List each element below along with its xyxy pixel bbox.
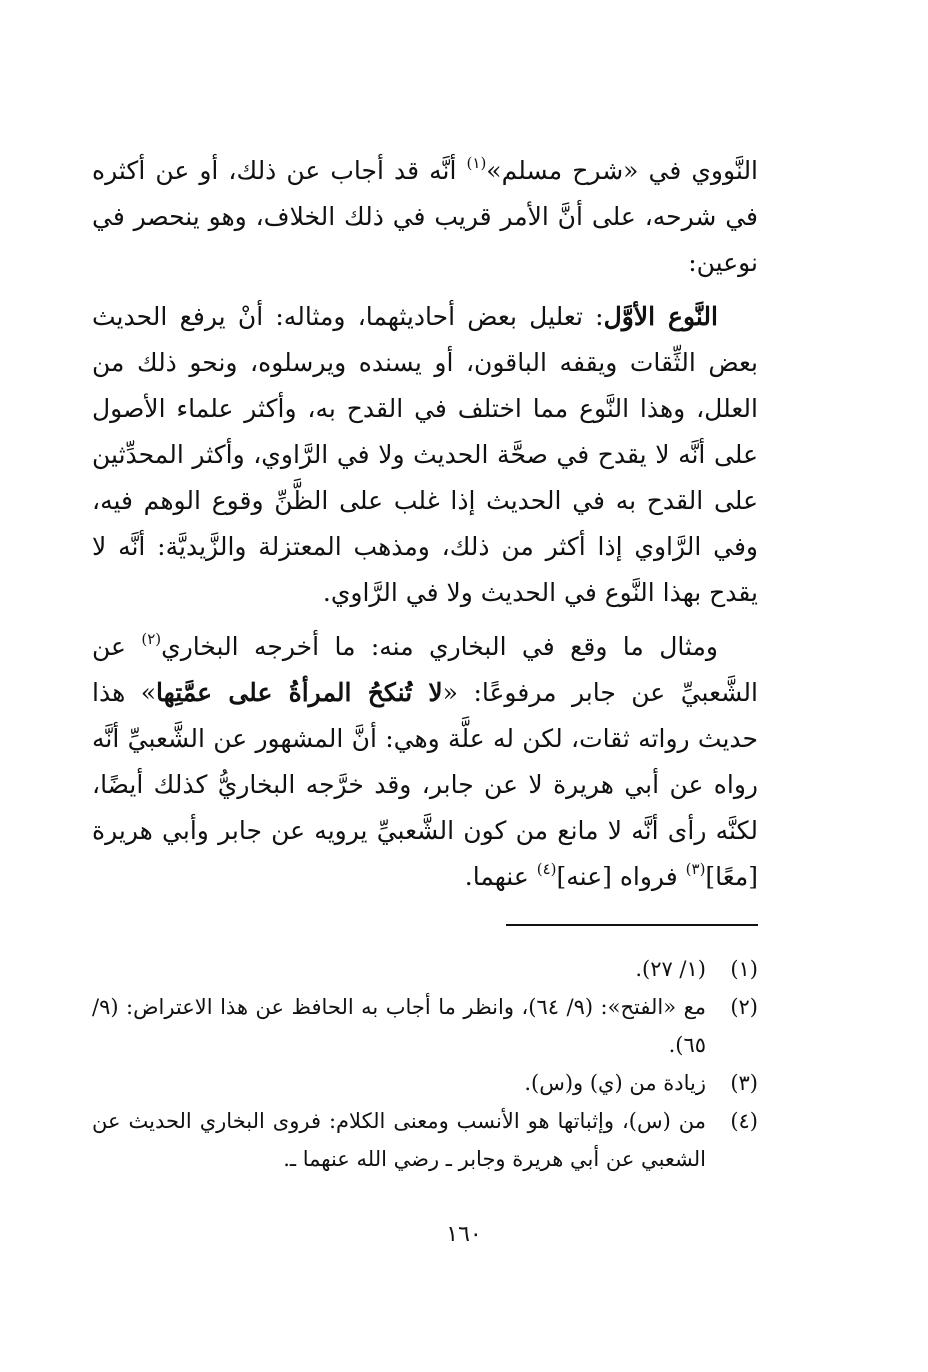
- paragraph-example-part2: عن الشَّعبيِّ عن جابر مرفوعًا: «: [92, 632, 758, 707]
- footnote-number: (١): [730, 957, 758, 981]
- footnote-text: (١/ ٢٧).: [635, 957, 706, 981]
- footnote-ref-2: (٢): [141, 630, 162, 648]
- paragraph-intro-rest: أنَّه قد أجاب عن ذلك، أو عن أكثره في شرحه، على أنَّ الأمر قريب في ذلك الخلاف، وهو ينحصر في نوعين:: [92, 156, 758, 277]
- paragraph-example-part3: » هذا حديث رواته ثقات، لكن له علَّة وهي: أنَّ المشهور عن الشَّعبيِّ أنَّه رواه عن أبي هريرة لا عن جابر، وقد خرَّجه البخاريُّ كذلك أيضًا، لكنَّه رأى أنَّه لا مانع من كون الشَّعبيِّ يرويه عن جابر وأبي هريرة [معًا]: [92, 678, 758, 891]
- footnote-4: [92, 1102, 758, 1178]
- footnote-separator: [506, 924, 758, 926]
- paragraph-first-type-text: : تعليل بعض أحاديثهما، ومثاله: أنْ يرفع الحديث بعض الثِّقات ويقفه الباقون، أو يسنده ويرسلوه، ونحو ذلك من العلل، وهذا النَّوع مما اختلف في القدح به، وأكثر علماء الأصول على أنَّه لا يقدح في صحَّة الحديث ولا في الرَّاوي، وأكثر المحدِّثين على القدح به في الحديث إذا غلب على الظَّنِّ وقوع الوهم فيه، وفي الرَّاوي إذا أكثر من ذلك، ومذهب المعتزلة والزَّيديَّة: أنَّه لا يقدح بهذا النَّوع في الحديث ولا في الرَّاوي.: [92, 302, 758, 607]
- paragraph-first-type: [92, 294, 758, 616]
- paragraph-intro-start: النَّووي في «شرح مسلم»: [486, 156, 759, 185]
- footnote-2: [92, 988, 758, 1064]
- page-number: ١٦٠: [446, 1222, 482, 1247]
- footnote-1: [92, 950, 758, 988]
- paragraph-intro: [92, 148, 758, 286]
- footnote-ref-4: (٤): [536, 860, 557, 878]
- section-heading-first-type: النَّوع الأوَّل: [603, 302, 718, 331]
- paragraph-example-part4: فرواه [عنه]: [556, 862, 686, 891]
- footnote-ref-3: (٣): [685, 860, 706, 878]
- hadith-text: لا تُنكحُ المرأةُ على عمَّتِها: [156, 678, 443, 707]
- paragraph-example-end: عنهما.: [464, 862, 537, 891]
- paragraph-example-start: ومثال ما وقع في البخاري منه: ما أخرجه البخاري: [161, 632, 718, 661]
- footnote-number: (٤): [730, 1109, 758, 1133]
- footnote-text: مع «الفتح»: (٩/ ٦٤)، وانظر ما أجاب به الحافظ عن هذا الاعتراض: (٩/ ٦٥).: [92, 995, 706, 1057]
- footnote-text: من (س)، وإثباتها هو الأنسب ومعنى الكلام: فروى البخاري الحديث عن الشعبي عن أبي هريرة وجابر ـ رضي الله عنهما ـ.: [92, 1109, 706, 1171]
- footnote-number: (٢): [730, 995, 758, 1019]
- footnote-number: (٣): [730, 1071, 758, 1095]
- footnote-text: زيادة من (ي) و(س).: [524, 1071, 706, 1095]
- footnote-3: [92, 1064, 758, 1102]
- main-text: [92, 148, 758, 908]
- footnote-ref-1: (١): [466, 154, 487, 172]
- paragraph-example: [92, 624, 758, 900]
- footnotes: [92, 950, 758, 1178]
